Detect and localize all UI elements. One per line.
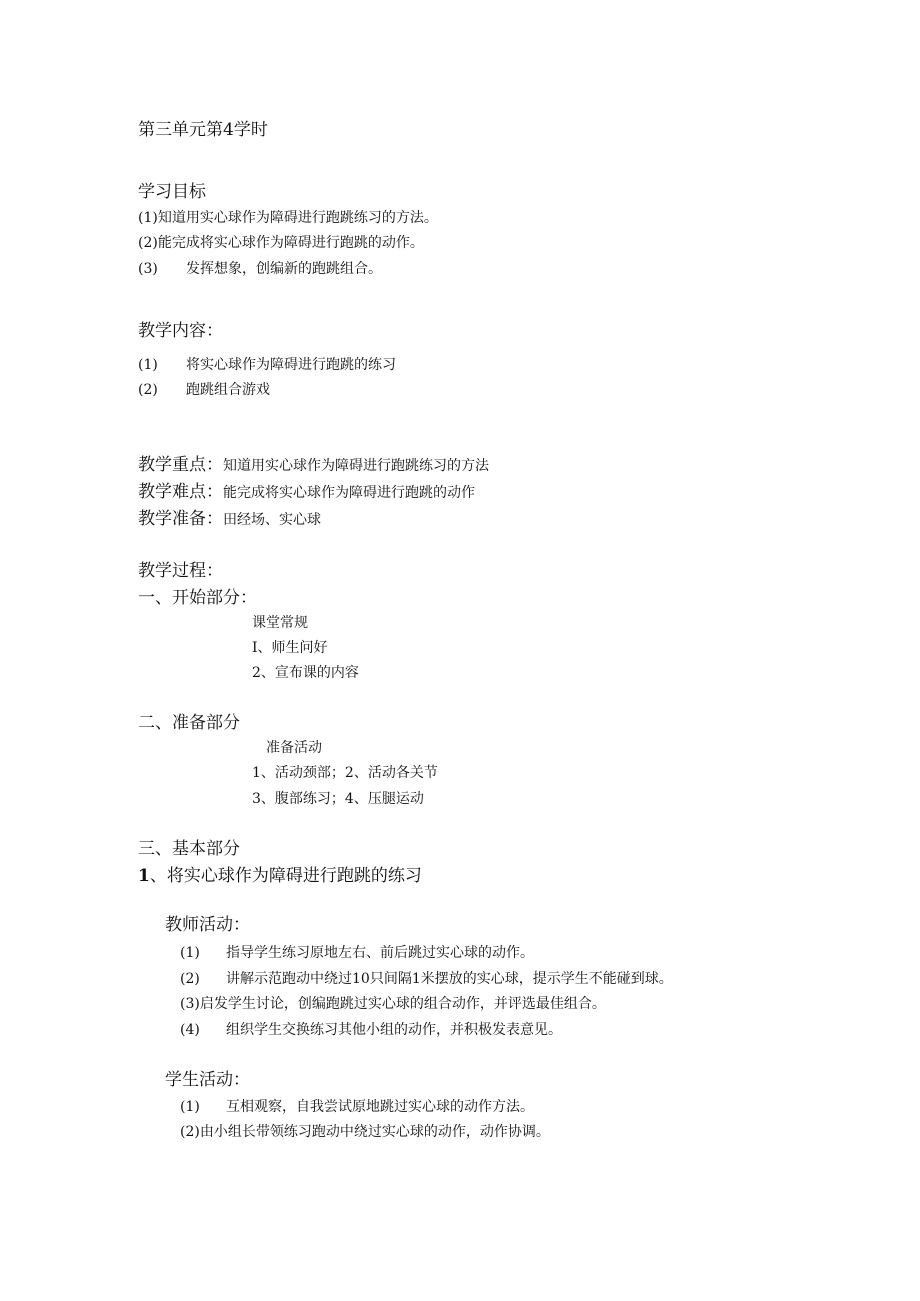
part2-line: 1、活动颈部；2、活动各关节	[252, 765, 438, 781]
teacher-item: 指导学生练习原地左右、前后跳过实心球的动作。	[226, 945, 534, 961]
student-activity-heading: 学生活动：	[165, 1070, 250, 1090]
part3-subheading-text: 、将实心球作为障碍进行跑跳的练习	[149, 866, 422, 886]
key-point-label: 教学重点：	[138, 455, 223, 475]
objective-item: (1)知道用实心球作为障碍进行跑跳练习的方法。	[138, 210, 438, 226]
preparation-text: 田经场、实心球	[223, 512, 321, 528]
part3-heading: 三、基本部分	[138, 839, 240, 859]
part3-subheading-number: 1	[138, 866, 150, 886]
key-point-text: 知道用实心球作为障碍进行跑跳练习的方法	[223, 458, 489, 474]
teacher-item-number: (4)	[180, 1022, 200, 1038]
teacher-activity-heading: 教师活动：	[165, 915, 250, 935]
teacher-item: 讲解示范跑动中绕过10只间隔1米摆放的实心球，提示学生不能碰到球。	[226, 971, 673, 987]
content-item: 跑跳组合游戏	[186, 382, 270, 398]
student-item: (2)由小组长带领练习跑动中绕过实心球的动作，动作协调。	[180, 1124, 550, 1140]
part1-line: 课堂常规	[252, 615, 308, 631]
part3-subheading	[138, 868, 422, 885]
difficulty-label: 教学难点：	[138, 482, 223, 502]
difficulty	[138, 484, 475, 501]
content-heading: 教学内容：	[138, 321, 223, 341]
preparation	[138, 511, 321, 528]
preparation-label: 教学准备：	[138, 509, 223, 529]
part2-line: 3、腹部练习；4、压腿运动	[252, 791, 424, 807]
content-item-number: (1)	[138, 357, 158, 373]
difficulty-text: 能完成将实心球作为障碍进行跑跳的动作	[223, 485, 475, 501]
part2-line: 准备活动	[266, 740, 322, 756]
objective-item: 发挥想象，创编新的跑跳组合。	[186, 261, 382, 277]
student-item-number: (1)	[180, 1099, 200, 1115]
teacher-item-number: (1)	[180, 945, 200, 961]
part2-heading: 二、准备部分	[138, 713, 240, 733]
part1-line: 2、宣布课的内容	[252, 665, 359, 681]
teacher-item: 组织学生交换练习其他小组的动作，并积极发表意见。	[226, 1022, 562, 1038]
part1-line: I、师生问好	[252, 640, 328, 656]
part1-heading: 一、开始部分：	[138, 588, 257, 608]
teacher-item-number: (2)	[180, 971, 200, 987]
student-item: 互相观察，自我尝试原地跳过实心球的动作方法。	[226, 1099, 534, 1115]
objective-item-number: (3)	[138, 261, 158, 277]
content-item-number: (2)	[138, 382, 158, 398]
lesson-title: 第三单元第4学时	[138, 120, 268, 140]
process-heading: 教学过程：	[138, 561, 223, 581]
content-item: 将实心球作为障碍进行跑跳的练习	[186, 357, 396, 373]
objective-item: (2)能完成将实心球作为障碍进行跑跳的动作。	[138, 235, 424, 251]
teacher-item: (3)启发学生讨论，创编跑跳过实心球的组合动作，并评选最佳组合。	[180, 996, 606, 1012]
key-point	[138, 457, 489, 474]
objectives-heading: 学习目标	[138, 182, 206, 202]
